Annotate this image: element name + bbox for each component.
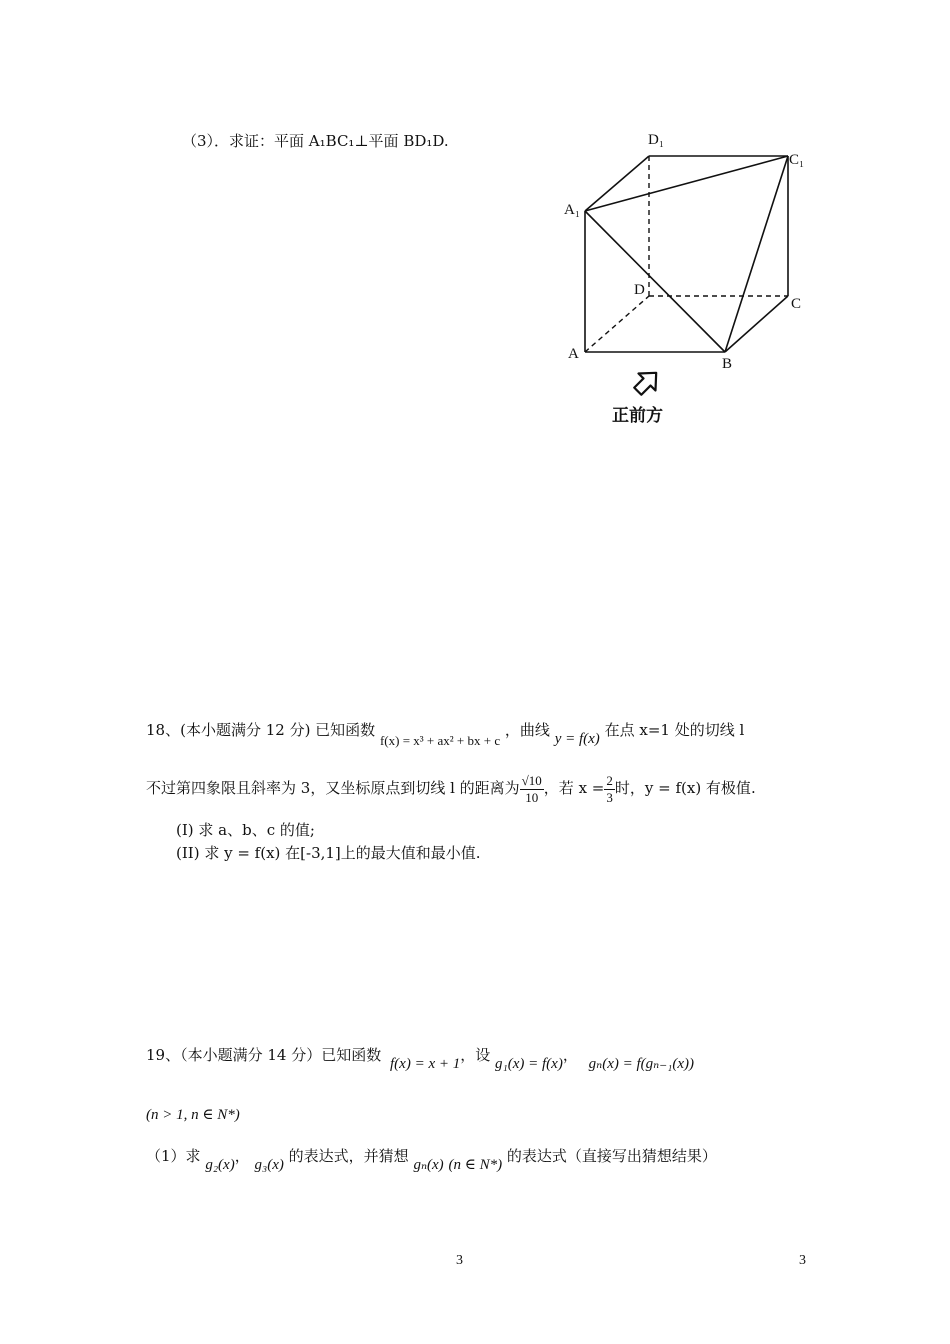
q19-gn-condition: (n ∈ N*)	[448, 1157, 503, 1173]
q17-part3: （3）．求证：平面 A₁BC₁⊥平面 BD₁D.	[182, 132, 449, 150]
q18-extremum-text: 时，y = f(x) 有极值.	[614, 779, 756, 797]
edge-B-C1	[725, 156, 788, 352]
q19-gn: gₙ(x)	[413, 1157, 444, 1173]
q18-y-equals-f: y = f(x)	[554, 731, 600, 747]
q18-f-definition: f(x) = x³ + ax² + bx + c	[379, 733, 501, 748]
page-number-right: 3	[799, 1253, 806, 1268]
q18-line2	[146, 768, 756, 808]
q18-part1: (I) 求 a、b、c 的值;	[176, 821, 315, 839]
q18-part2: (II) 求 y = f(x) 在[-3,1]上的最大值和最小值.	[176, 844, 481, 862]
vertex-B-label: B	[722, 356, 733, 372]
q19-g1-definition: g₁(x) = f(x)	[495, 1056, 563, 1072]
vertex-C-label: C	[791, 296, 802, 312]
q19-set-text: ，设	[460, 1046, 491, 1064]
q19-part1-separator: ，	[234, 1147, 250, 1165]
q19-intro: 19、（本小题满分 14 分）已知函数	[146, 1046, 382, 1064]
q19-condition: (n > 1, n ∈ N*)	[146, 1107, 240, 1123]
q19-g3: g₃(x)	[254, 1157, 284, 1173]
q18-x-fraction: $\frac{2}{3}$	[606, 772, 613, 805]
q18-slope-text: 不过第四象限且斜率为 3，又坐标原点到切线 l 的距离为	[146, 779, 520, 797]
q19-part1	[146, 1145, 717, 1173]
q18-curve-text: ，曲线	[504, 721, 550, 739]
q19-part1-intro: （1）求	[146, 1147, 201, 1165]
q19-line1	[146, 1044, 694, 1072]
q19-separator: ，	[562, 1046, 578, 1064]
q19-f-definition: f(x) = x + 1	[390, 1056, 461, 1072]
edge-A-D	[585, 296, 649, 352]
figure-caption: 正前方	[612, 406, 663, 426]
vertex-A-label: A	[568, 346, 579, 362]
edge-A1-C1	[585, 156, 788, 211]
edge-A1-B	[585, 211, 725, 352]
arrow-icon	[629, 364, 664, 399]
vertex-D1-label: D₁	[648, 132, 665, 148]
q19-g2: g₂(x)	[205, 1157, 235, 1173]
page-number-center: 3	[456, 1253, 463, 1268]
q18-line1	[146, 719, 745, 748]
vertex-A1-label: A₁	[564, 202, 581, 218]
vertex-C1-label: C₁	[789, 152, 805, 168]
cube-figure	[555, 120, 815, 440]
q19-part1-outro: 的表达式（直接写出猜想结果）	[506, 1147, 717, 1165]
q18-distance-fraction: $\frac{√10}{10}$	[521, 772, 542, 805]
q19-gn-definition: gₙ(x) = f(gₙ₋₁(x))	[588, 1056, 694, 1072]
q18-intro: 18、(本小题满分 12 分) 已知函数	[146, 721, 376, 739]
q18-x-equals: ，若 x =	[543, 779, 605, 797]
vertex-D-label: D	[634, 282, 645, 298]
q18-tangent-text: 在点 x=1 处的切线 l	[604, 721, 745, 739]
q19-guess-text: 的表达式，并猜想	[288, 1147, 409, 1165]
